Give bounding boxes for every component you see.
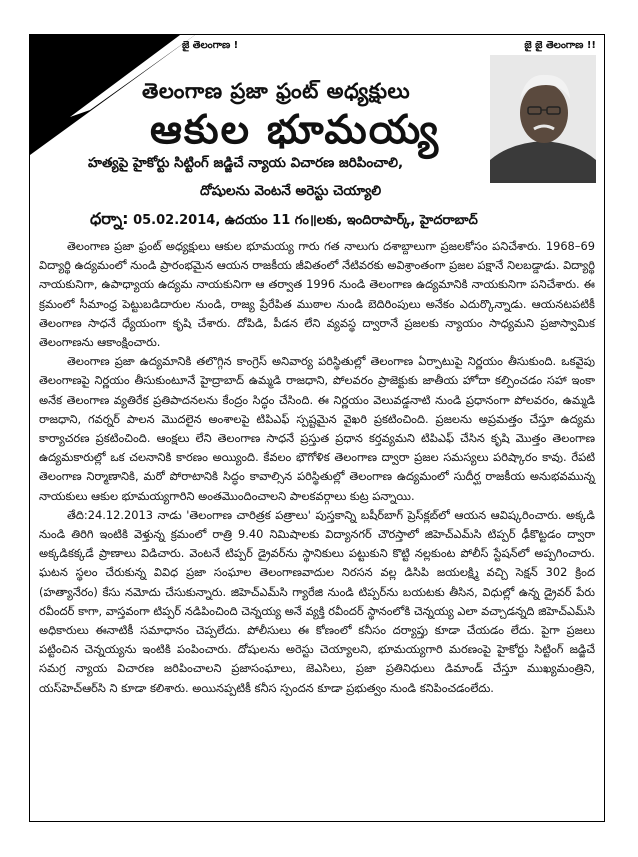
leader-name-title: ఆకుల భూమయ్య [150,107,441,153]
slogan-left: జై తెలంగాణ ! [182,40,239,51]
dharna-notice [90,209,478,232]
slogan-right: జై జై తెలంగాణ !! [524,40,596,51]
dharna-details: 05.02.2014, ఉదయం 11 గం॥లకు, ఇందిరాపార్క్, హైదరాబాద్ [133,213,478,228]
paragraph-2: తెలంగాణ ప్రజా ఉద్యమానికి తలొగ్గిన కాంగ్రెస్ అనివార్య పరిస్థితుల్లో తెలంగాణ ఏర్పాటుపై నిర్ణయం తీసుకుంది. ఒకవైపు తెలంగాణపై నిర్ణయం తీసుకుంటూనే హైద్రాబాద్ ఉమ్మడి రాజధాని, పోలవరం ప్రాజెక్టుకు జాతీయ హోదా కల్పించడం సహా ఇంకా అనేక తెలంగాణ వ్యతిరేక ప్రతిపాదనలను కేంద్రం సిద్ధం చేసింది. ఈ నిర్ణయం వెలువడ్డనాటి నుండి ప్రధానంగా పోలవరం, ఉమ్మడి రాజధాని, గవర్నర్ పాలన మొదలైన అంశాలపై టిపిఎఫ్ స్పష్టమైన వైఖరి ప్రకటించింది. ప్రజలను అప్రమత్తం చేస్తూ ఉద్యమ కార్యాచరణ ప్రకటించింది. ఆంక్షలు లేని తెలంగాణ సాధనే ప్రస్తుత ప్రధాన కర్తవ్యమని టిపిఎఫ్ చేసిన కృషి మొత్తం తెలంగాణ ఉద్యమకారుల్లో ఒక చలనానికి కారణం అయ్యింది. కేవలం భౌగోళిక తెలంగాణ ద్వారా ప్రజల సమస్యలు పరిష్కారం కావు. రేపటి తెలంగాణ నిర్మాణానికి, మరో పోరాటానికి సిద్ధం కావాల్సిన పరిస్థితుల్లో తెలంగాణ ఉద్యమంలో సుదీర్ఘ రాజకీయ అనుభవమున్న నాయకులు ఆకుల భూమయ్యగారిని అంతమొందించాలని పాలకవర్గాలు కుట్ర పన్నాయి. [39,354,595,503]
paragraph-1: తెలంగాణ ప్రజా ఫ్రంట్ అధ్యక్షులు ఆకుల భూమయ్య గారు గత నాలుగు దశాబ్దాలుగా ప్రజలకోసం పనిచేశారు. 1968–69 విద్యార్థి ఉద్యమంలో నుండి ప్రారంభమైన ఆయన రాజకీయ జీవితంలో నేటివరకు అవిశ్రాంతంగా ప్రజల పక్షానే నిలబడ్డాడు. విద్యార్థి నాయకునిగా, ఉపాధ్యాయ ఉద్యమ నాయకునిగా ఆ తర్వాత 1996 నుండి తెలంగాణ ఉద్యమానికి నాయకునిగా పనిచేశారు. ఈ క్రమంలో సీమాంధ్ర పెట్టుబడిదారుల నుండి, రాజ్య ప్రేరేపిత ముఠాల నుండి బెదిరింపులు అనేకం ఎదుర్కొన్నాడు. ఆయనటపటికీ తెలంగాణ సాధనే ధ్యేయంగా కృషి చేశారు. దోపిడి, పీడన లేని వ్యవస్థ ద్వారానే ప్రజలకు న్యాయం సాధ్యమని ప్రజాస్వామిక తెలంగాణను ఆకాంక్షించారు. [39,239,595,350]
headline-line-1: హత్యపై హైకోర్టు సిట్టింగ్ జడ్జిచే న్యాయ విచారణ జరిపించాలి, [88,155,404,171]
pamphlet-sheet [29,34,605,822]
headline-line-2: దోషులను వెంటనే అరెస్టు చెయ్యాలి [200,183,382,199]
dharna-label: ధర్నా: [90,209,129,228]
body-text [39,237,595,698]
portrait-photo [490,55,596,183]
subtitle: తెలంగాణ ప్రజా ఫ్రంట్ అధ్యక్షులు [142,79,411,103]
paragraph-3: తేది:24.12.2013 నాడు 'తెలంగాణ చారిత్రక పత్రాలు' పుస్తకాన్ని బషీర్‌బాగ్ ప్రెస్‌క్లబ్‌లో ఆయన ఆవిష్కరించారు. అక్కడి నుండి తిరిగి ఇంటికి వెళ్తున్న క్రమంలో రాత్రి 9.40 నిమిషాలకు విద్యానగర్ చౌరస్తాలో జిహెచ్‌ఎమ్‌సి టిప్పర్ ఢీకొట్టడం ద్వారా అక్కడికక్కడే ప్రాణాలు విడిచారు. వెంటనే టిప్పర్ డ్రైవర్‌ను స్థానికులు పట్టుకుని కొట్టి నల్లకుంట పోలీస్ స్టేషన్‌లో అప్పగించారు. ఘటన స్థలం చేరుకున్న వివిధ ప్రజా సంఘాల తెలంగాణవాదుల నిరసన వల్ల డిసిపి జయలక్ష్మి వచ్చి సెక్షన్ 302 క్రింద (హత్యానేరం) కేసు నమోదు చేసుకున్నారు. జిహెచ్‌ఎమ్‌సి గ్యారేజి నుండి టిప్పర్‌ను బయటకు తీసిన, విధుల్లో ఉన్న డ్రైవర్ పేరు రవీందర్ కాగా, వాస్తవంగా టిప్పర్ నడిపించింది చెన్నయ్య అనే వ్యక్తి రవీందర్ స్థానంలోకి చెన్నయ్య ఎలా వచ్చాడన్నది జిహెచ్‌ఎమ్‌సి అధికారులు ఈనాటికీ సమాధానం చెప్పలేదు. పోలీసులు ఈ కోణంలో కనీసం దర్యాప్తు కూడా చేయడం లేదు. పైగా ప్రజలు పట్టించిన చెన్నయ్యను ఇంటికి పంపించారు. దోషులను అరెస్టు చెయ్యాలని, భూమయ్యగారి మరణంపై హైకోర్టు సిట్టింగ్ జడ్జిచే సమగ్ర న్యాయ విచారణ జరిపించాలని ప్రజాసంఘాలు, జెఎసిలు, ప్రజా ప్రతినిధులు డిమాండ్ చేస్తూ ముఖ్యమంత్రిని, యస్‌హెచ్‌ఆర్‌సి ని కూడా కలిశారు. అయినప్పటికీ కనీస స్పందన కూడా ప్రభుత్వం నుండి కనిపించడంలేదు. [39,507,595,695]
